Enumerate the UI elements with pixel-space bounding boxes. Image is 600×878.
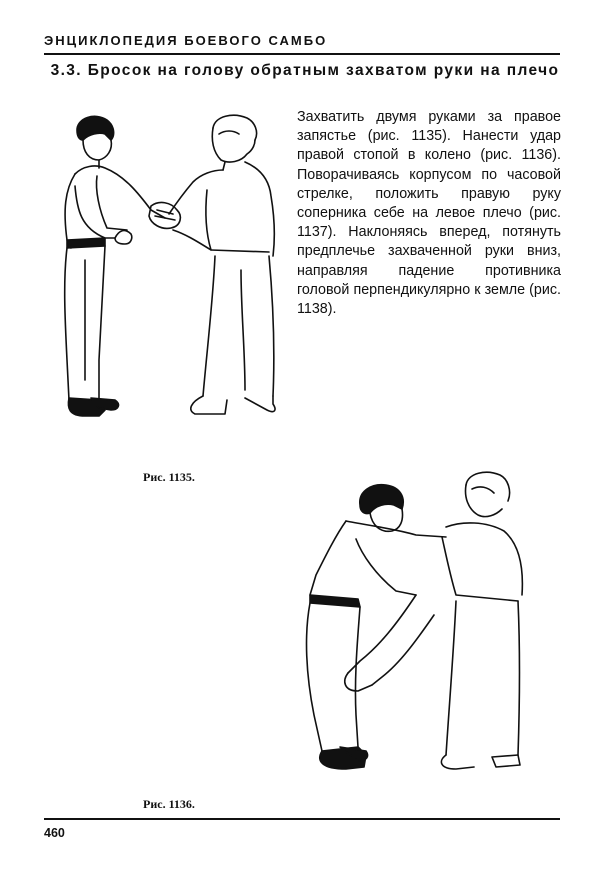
header-rule xyxy=(44,53,560,55)
figure-1135-illustration xyxy=(55,110,295,440)
figure-1136-illustration xyxy=(296,465,556,785)
footer-rule xyxy=(44,818,560,820)
section-title: 3.3. Бросок на голову обратным захватом руки на плечо xyxy=(50,62,560,79)
left-fighter xyxy=(65,116,165,416)
body-paragraph: Захватить двумя руками за правое запястье (рис. 1135). Нанести удар правой стопой в колено (рис. 1136). Поворачиваясь корпусом по часовой стрелке, положить правую руку соперника себе на левое плечо (рис. 1137). Наклоняясь вперед, потянуть предплечье захваченной руки вниз, направляя падение противника головой перпендикулярно к земле (рис. 1138). xyxy=(297,109,561,318)
page-number: 460 xyxy=(44,826,65,840)
running-head: ЭНЦИКЛОПЕДИЯ БОЕВОГО САМБО xyxy=(44,33,328,48)
figure-1135-caption: Рис. 1135. xyxy=(143,470,195,484)
right-fighter xyxy=(149,115,275,414)
figure-1136-caption: Рис. 1136. xyxy=(143,797,195,811)
